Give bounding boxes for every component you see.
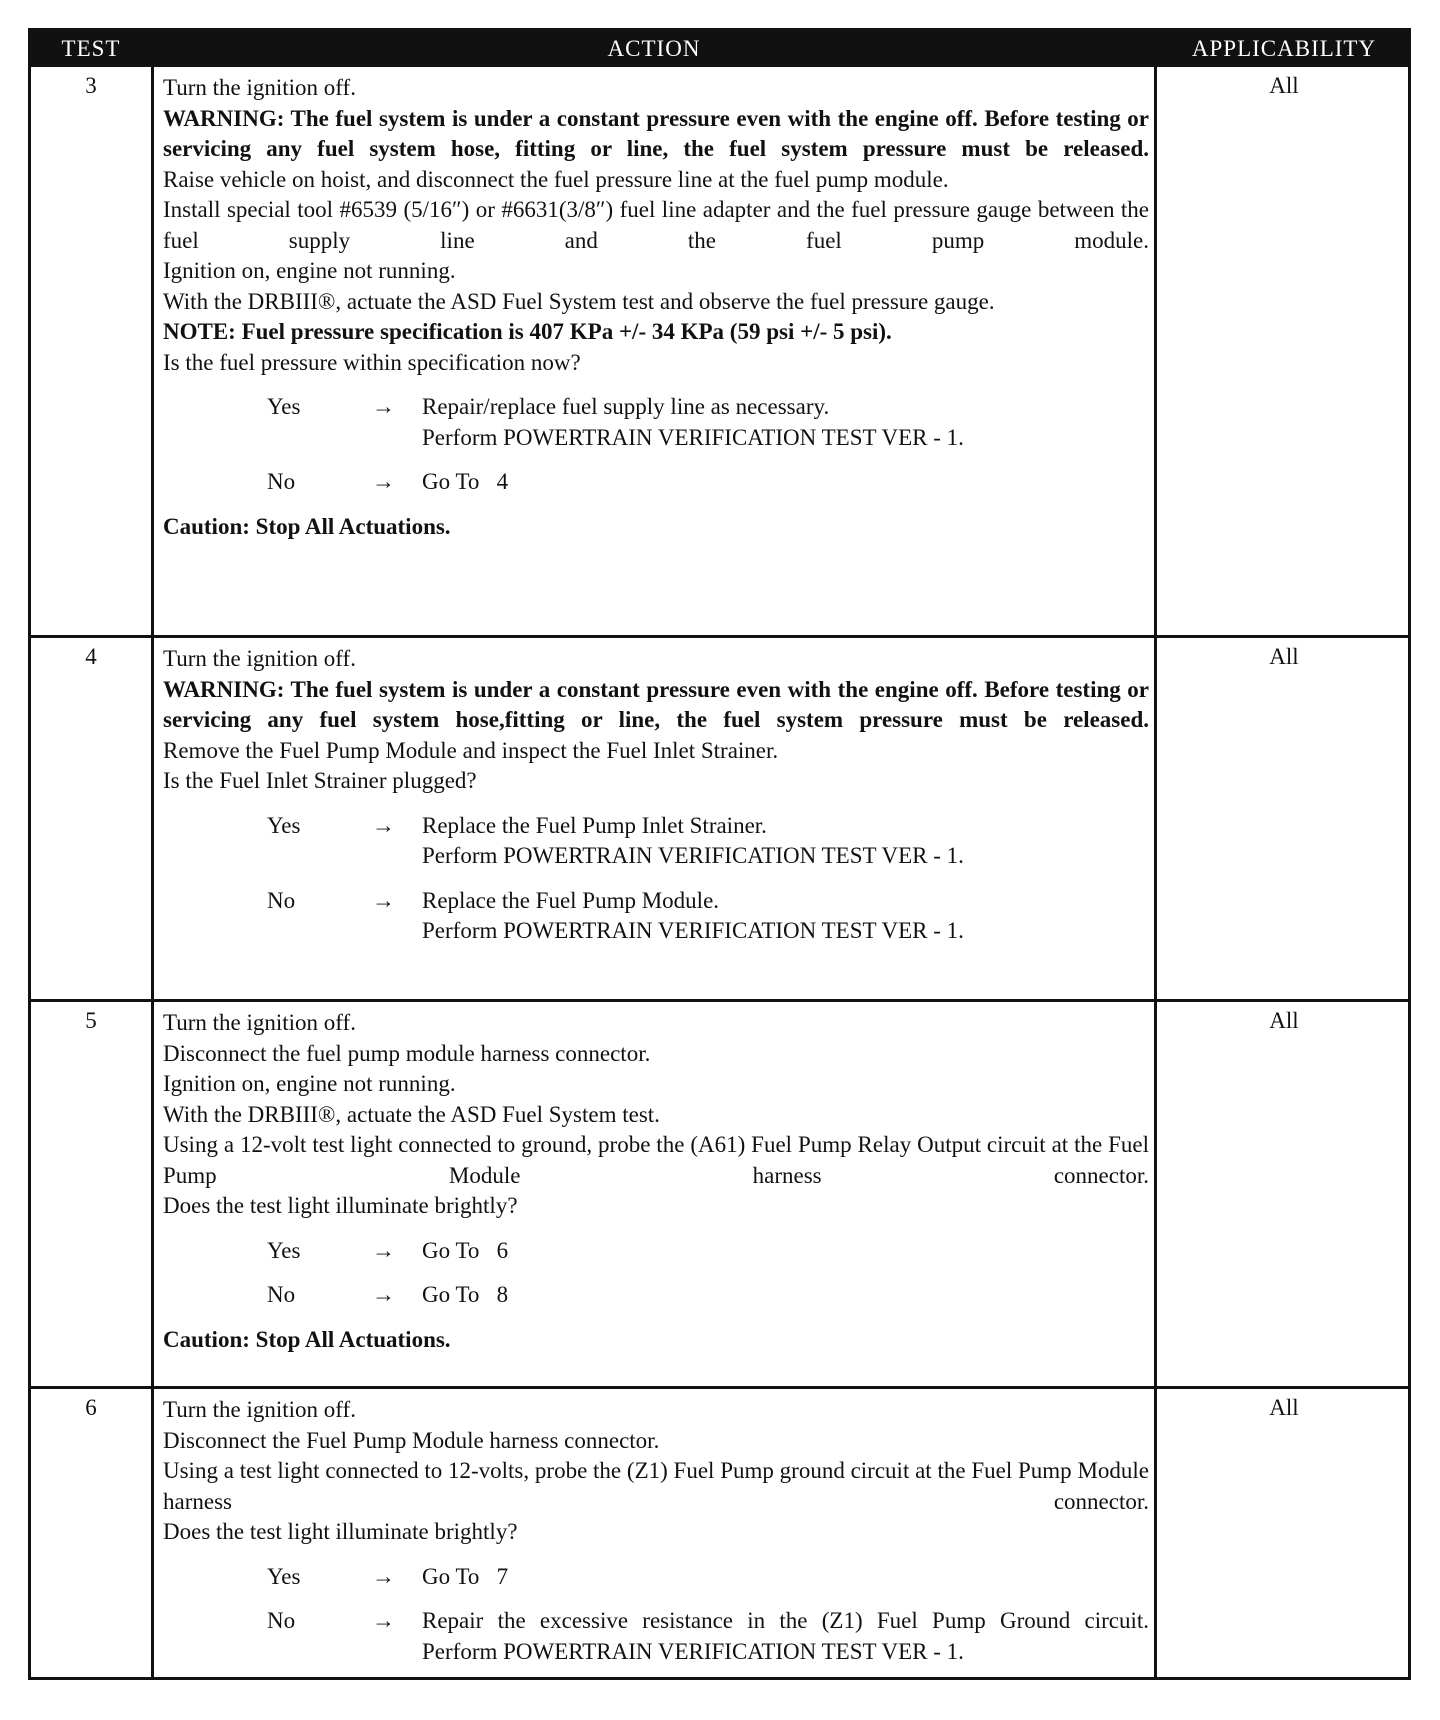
test-number: 6 [85, 1395, 97, 1420]
no-result: Repair the excessive resistance in the (Z1) Fuel Pump Ground circuit. [422, 1608, 1149, 1633]
yes-result: Perform POWERTRAIN VERIFICATION TEST VER - 1. [422, 843, 964, 868]
action-text [163, 1008, 1149, 1355]
yes-label: Yes [267, 812, 301, 838]
instruction: Install special tool #6539 (5/16″) or #6631(3/8″) fuel line adapter and the fuel pressure gauge between the fuel supply line and the fuel pump module. [163, 197, 1149, 253]
yes-label: Yes [267, 394, 301, 419]
applicability: All [1269, 1395, 1299, 1420]
instruction: Disconnect the Fuel Pump Module harness connector. [163, 1427, 660, 1453]
action-text [163, 1395, 1149, 1667]
caution: Caution: Stop All Actuations. [163, 1326, 451, 1352]
yes-branch [163, 1562, 1149, 1593]
instruction: Ignition on, engine not running. [163, 1071, 456, 1096]
test-table [28, 28, 1411, 1680]
no-label: No [267, 469, 296, 494]
no-result: Go To 4 [422, 469, 509, 494]
instruction: Remove the Fuel Pump Module and inspect the Fuel Inlet Strainer. [163, 737, 779, 763]
no-result: Perform POWERTRAIN VERIFICATION TEST VER - 1. [422, 1638, 964, 1664]
header-test: TEST [61, 36, 121, 61]
arrow-icon: → [372, 887, 395, 913]
yes-branch [163, 392, 1149, 453]
question: Does the test light illuminate brightly? [163, 1193, 518, 1218]
note: NOTE: Fuel pressure specification is 407 KPa +/- 34 KPa (59 psi +/- 5 psi). [163, 319, 892, 344]
table-row [31, 638, 1408, 999]
yes-label: Yes [267, 1563, 301, 1589]
no-branch [163, 467, 1149, 498]
instruction: Using a 12-volt test light connected to ground, probe the (A61) Fuel Pump Relay Output circuit at the Fuel Pump Module harness connector. [163, 1132, 1149, 1188]
arrow-icon: → [372, 1563, 395, 1589]
instruction: Turn the ignition off. [163, 1397, 356, 1422]
arrow-icon: → [372, 469, 395, 494]
no-label: No [267, 1282, 296, 1307]
instruction: Using a test light connected to 12-volts, probe the (Z1) Fuel Pump ground circuit at the Fuel Pump Module harness connector. [163, 1458, 1149, 1514]
yes-result: Perform POWERTRAIN VERIFICATION TEST VER - 1. [422, 424, 964, 450]
question: Is the fuel pressure within specification now? [163, 349, 581, 375]
instruction: Turn the ignition off. [163, 646, 356, 671]
yes-label: Yes [267, 1237, 301, 1263]
instruction: Turn the ignition off. [163, 75, 356, 100]
no-label: No [267, 1608, 296, 1633]
arrow-icon: → [372, 812, 395, 838]
test-number: 3 [85, 73, 97, 98]
applicability: All [1269, 73, 1299, 98]
no-branch [163, 1280, 1149, 1311]
yes-branch [163, 1236, 1149, 1267]
caution: Caution: Stop All Actuations. [163, 513, 451, 539]
instruction: With the DRBIII®, actuate the ASD Fuel System test. [163, 1101, 660, 1127]
arrow-icon: → [372, 1282, 395, 1307]
table-header [31, 31, 1408, 67]
warning: WARNING: The fuel system is under a constant pressure even with the engine off. Before testing or servicing any fuel system hose,fitting or line, the fuel system pressure must be released. [163, 676, 1149, 732]
arrow-icon: → [372, 1237, 395, 1263]
header-applicability: APPLICABILITY [1191, 36, 1377, 61]
warning: WARNING: The fuel system is under a constant pressure even with the engine off. Before testing or servicing any fuel system hose, fitting or line, the fuel system pressure must be released. [163, 105, 1149, 161]
no-branch [163, 886, 1149, 947]
arrow-icon: → [372, 1608, 395, 1633]
yes-branch [163, 811, 1149, 872]
instruction: Turn the ignition off. [163, 1010, 356, 1035]
question: Does the test light illuminate brightly? [163, 1519, 518, 1544]
arrow-icon: → [372, 394, 395, 419]
header-action: ACTION [607, 36, 701, 61]
table-row [31, 1002, 1408, 1386]
no-result: Replace the Fuel Pump Module. [422, 887, 720, 913]
yes-result: Go To 6 [422, 1237, 509, 1263]
applicability: All [1269, 1008, 1299, 1033]
action-text [163, 73, 1149, 542]
instruction: With the DRBIII®, actuate the ASD Fuel System test and observe the fuel pressure gauge. [163, 288, 995, 314]
applicability: All [1269, 644, 1299, 669]
test-number: 5 [85, 1008, 97, 1033]
yes-result: Replace the Fuel Pump Inlet Strainer. [422, 812, 767, 838]
yes-result: Repair/replace fuel supply line as necessary. [422, 394, 830, 419]
no-branch [163, 1606, 1149, 1667]
question: Is the Fuel Inlet Strainer plugged? [163, 768, 477, 793]
no-result: Perform POWERTRAIN VERIFICATION TEST VER - 1. [422, 918, 964, 943]
test-number: 4 [85, 644, 97, 669]
instruction: Ignition on, engine not running. [163, 258, 456, 283]
yes-result: Go To 7 [422, 1563, 509, 1589]
action-text [163, 644, 1149, 947]
instruction: Raise vehicle on hoist, and disconnect the fuel pressure line at the fuel pump module. [163, 166, 949, 192]
instruction: Disconnect the fuel pump module harness connector. [163, 1040, 651, 1066]
no-result: Go To 8 [422, 1282, 509, 1307]
table-row [31, 67, 1408, 635]
no-label: No [267, 887, 296, 913]
table-row [31, 1389, 1408, 1680]
